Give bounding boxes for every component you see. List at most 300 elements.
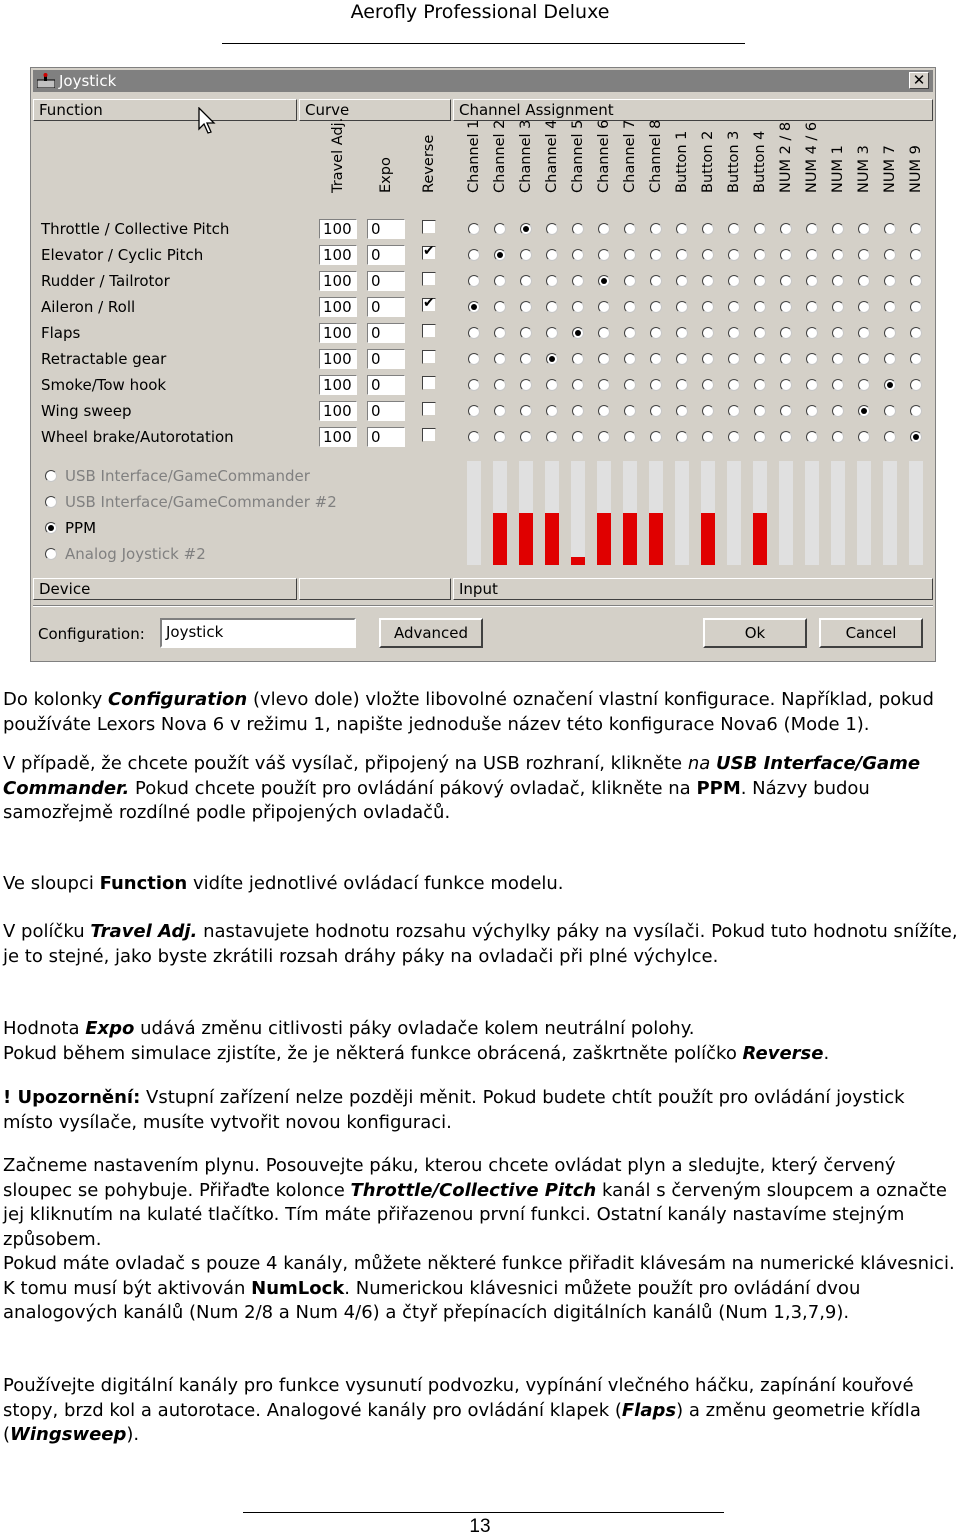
- device-label: USB Interface/GameCommander #2: [65, 493, 337, 511]
- channel-radio[interactable]: [910, 431, 922, 443]
- channel-radio[interactable]: [728, 327, 740, 339]
- input-level-bar: [623, 461, 637, 565]
- channel-radio[interactable]: [468, 249, 480, 261]
- channel-radio[interactable]: [832, 275, 844, 287]
- curve-header-label: Expo: [378, 157, 394, 193]
- channel-radio[interactable]: [520, 379, 532, 391]
- reverse-checkbox[interactable]: [422, 428, 436, 442]
- channel-radio[interactable]: [702, 379, 714, 391]
- channel-radio[interactable]: [728, 405, 740, 417]
- paragraph-device: [3, 752, 958, 826]
- text-bold: NumLock: [251, 1277, 345, 1299]
- channel-radio[interactable]: [832, 301, 844, 313]
- text-run: Používejte digitální kanály pro funkce vysunutí podvozku, vypínání vlečného háčku, zapínání kouřové stopy, brzd kol a autorotace. Analogové kanály pro ovládání klapek (: [3, 1375, 914, 1421]
- channel-radio[interactable]: [546, 379, 558, 391]
- divider: [33, 605, 933, 607]
- channel-radio[interactable]: [858, 353, 870, 365]
- channel-radio[interactable]: [754, 301, 766, 313]
- channel-radio[interactable]: [884, 353, 896, 365]
- channel-header-label: Channel 3: [518, 119, 534, 193]
- channel-radio[interactable]: [598, 405, 610, 417]
- input-level-bar: [727, 461, 741, 565]
- expo-field[interactable]: 0: [367, 401, 405, 421]
- paragraph-digital: [3, 1374, 958, 1448]
- channel-radio[interactable]: [754, 275, 766, 287]
- reverse-checkbox[interactable]: [422, 402, 436, 416]
- channel-radio[interactable]: [598, 301, 610, 313]
- channel-radio[interactable]: [806, 353, 818, 365]
- channel-radio[interactable]: [702, 249, 714, 261]
- channel-radio[interactable]: [728, 249, 740, 261]
- device-label: Analog Joystick #2: [65, 545, 206, 563]
- device-option[interactable]: [45, 467, 310, 485]
- text-run: Hodnota: [3, 1018, 86, 1039]
- device-option[interactable]: [45, 493, 337, 511]
- channel-radio[interactable]: [754, 353, 766, 365]
- text-run: kanál s červeným sloupcem a označte jej kliknutím na kulaté tlačítko. Tím máte přiřazenou první funkci. Ostatní kanály nastavíme stejným způsobem.: [3, 1179, 947, 1250]
- channel-radio[interactable]: [728, 223, 740, 235]
- channel-radio[interactable]: [832, 379, 844, 391]
- ok-button[interactable]: Ok: [703, 618, 807, 648]
- curve-header-0: [327, 71, 349, 211]
- channel-radio[interactable]: [546, 353, 558, 365]
- channel-radio[interactable]: [910, 301, 922, 313]
- channel-radio[interactable]: [468, 301, 480, 313]
- channel-radio[interactable]: [676, 405, 688, 417]
- channel-radio[interactable]: [858, 249, 870, 261]
- function-label: Wing sweep: [41, 402, 132, 420]
- close-icon[interactable]: ✕: [909, 72, 929, 89]
- channel-radio[interactable]: [780, 327, 792, 339]
- channel-radio[interactable]: [728, 301, 740, 313]
- channel-radio[interactable]: [546, 249, 558, 261]
- input-level-fill: [597, 513, 611, 565]
- paragraph-throttle: [3, 1154, 958, 1252]
- channel-radio[interactable]: [832, 353, 844, 365]
- channel-header-label: NUM 4 / 6: [804, 121, 820, 193]
- channel-header-10: [723, 71, 745, 211]
- curve-header-label: Travel Adj.: [330, 117, 346, 193]
- channel-radio[interactable]: [858, 301, 870, 313]
- channel-radio[interactable]: [884, 431, 896, 443]
- channel-radio[interactable]: [806, 249, 818, 261]
- text-bold: ! Upozornění:: [3, 1087, 141, 1108]
- text-run: .: [823, 1042, 830, 1064]
- channel-header-label: Button 2: [700, 130, 716, 193]
- channel-radio[interactable]: [832, 431, 844, 443]
- reverse-checkbox[interactable]: [422, 376, 436, 390]
- channel-radio[interactable]: [520, 223, 532, 235]
- text-run: nastavujete hodnotu rozsahu výchylky páky na vysílači. Pokud tuto hodnotu snížíte, je to stejné, jako byste zkrátili rozsah dráhy páky na ovladači při plné výchylce.: [3, 921, 958, 967]
- channel-radio[interactable]: [806, 379, 818, 391]
- channel-radio[interactable]: [572, 431, 584, 443]
- input-level-bar: [883, 461, 897, 565]
- channel-header-4: [567, 71, 589, 211]
- channel-radio[interactable]: [598, 223, 610, 235]
- channel-radio[interactable]: [910, 353, 922, 365]
- channel-radio[interactable]: [520, 301, 532, 313]
- expo-field[interactable]: 0: [367, 427, 405, 447]
- channel-radio[interactable]: [884, 249, 896, 261]
- paragraph-configuration: [3, 688, 958, 737]
- channel-header-label: NUM 2 / 8: [778, 121, 794, 193]
- channel-radio[interactable]: [702, 327, 714, 339]
- reverse-checkbox[interactable]: [422, 295, 436, 312]
- channel-radio[interactable]: [494, 249, 506, 261]
- reverse-checkbox[interactable]: [422, 324, 436, 338]
- expo-field[interactable]: 0: [367, 219, 405, 239]
- expo-field[interactable]: 0: [367, 323, 405, 343]
- channel-radio[interactable]: [624, 275, 636, 287]
- channel-radio[interactable]: [520, 431, 532, 443]
- channel-radio[interactable]: [520, 353, 532, 365]
- channel-radio[interactable]: [780, 223, 792, 235]
- channel-radio[interactable]: [468, 275, 480, 287]
- channel-radio[interactable]: [676, 301, 688, 313]
- channel-header-17: [905, 71, 927, 211]
- device-radio[interactable]: [45, 496, 57, 508]
- text-run: ) a změnu geometrie křídla (: [3, 1399, 921, 1445]
- channel-radio[interactable]: [806, 327, 818, 339]
- curve-column-header: Curve: [299, 99, 451, 121]
- text-run: Pokud máte ovladač s pouze 4 kanály, můžete některé funkce přiřadit klávesám na numerické klávesnici. K tomu musí být aktivován: [3, 1253, 955, 1299]
- channel-radio[interactable]: [910, 327, 922, 339]
- channel-radio[interactable]: [598, 353, 610, 365]
- travel-adj-field[interactable]: 100: [319, 401, 357, 421]
- text-emph: Travel Adj.: [90, 921, 198, 942]
- input-level-bar: [571, 461, 585, 565]
- paragraph-warning: [3, 1086, 958, 1135]
- channel-radio[interactable]: [910, 275, 922, 287]
- channel-radio[interactable]: [598, 431, 610, 443]
- curve-header-label: Reverse: [421, 134, 437, 193]
- channel-radio[interactable]: [754, 431, 766, 443]
- channel-radio[interactable]: [494, 327, 506, 339]
- channel-radio[interactable]: [754, 405, 766, 417]
- channel-radio[interactable]: [624, 327, 636, 339]
- device-radio[interactable]: [45, 470, 57, 482]
- channel-radio[interactable]: [494, 223, 506, 235]
- channel-radio[interactable]: [598, 275, 610, 287]
- channel-radio[interactable]: [624, 301, 636, 313]
- device-radio[interactable]: [45, 522, 57, 534]
- channel-radio[interactable]: [754, 249, 766, 261]
- channel-header-5: [593, 71, 615, 211]
- channel-radio[interactable]: [780, 405, 792, 417]
- channel-radio[interactable]: [546, 405, 558, 417]
- channel-header-16: [879, 71, 901, 211]
- channel-radio[interactable]: [520, 405, 532, 417]
- channel-radio[interactable]: [572, 405, 584, 417]
- channel-header-label: Channel 7: [622, 119, 638, 193]
- channel-radio[interactable]: [650, 353, 662, 365]
- channel-radio[interactable]: [884, 379, 896, 391]
- channel-radio[interactable]: [494, 301, 506, 313]
- channel-radio[interactable]: [494, 431, 506, 443]
- travel-adj-field[interactable]: 100: [319, 427, 357, 447]
- function-label: Flaps: [41, 324, 81, 342]
- channel-radio[interactable]: [702, 275, 714, 287]
- channel-radio[interactable]: [832, 223, 844, 235]
- channel-radio[interactable]: [572, 327, 584, 339]
- text-emph: Wingsweep: [10, 1424, 127, 1445]
- channel-radio[interactable]: [884, 223, 896, 235]
- channel-radio[interactable]: [780, 249, 792, 261]
- reverse-checkbox[interactable]: [422, 350, 436, 364]
- travel-adj-field[interactable]: 100: [319, 271, 357, 291]
- channel-radio[interactable]: [650, 431, 662, 443]
- channel-radio[interactable]: [728, 431, 740, 443]
- device-label: USB Interface/GameCommander: [65, 467, 310, 485]
- channel-header-7: [645, 71, 667, 211]
- channel-radio[interactable]: [468, 379, 480, 391]
- channel-header-label: Button 4: [752, 130, 768, 193]
- channel-radio[interactable]: [884, 327, 896, 339]
- channel-radio[interactable]: [806, 405, 818, 417]
- channel-radio[interactable]: [572, 379, 584, 391]
- channel-radio[interactable]: [806, 223, 818, 235]
- input-level-bar: [857, 461, 871, 565]
- channel-header-14: [827, 71, 849, 211]
- channel-radio[interactable]: [598, 379, 610, 391]
- input-level-bar: [519, 461, 533, 565]
- input-level-bar: [467, 461, 481, 565]
- text-emph: USB Interface/Game Commander.: [3, 753, 921, 799]
- channel-radio[interactable]: [650, 301, 662, 313]
- expo-field[interactable]: 0: [367, 375, 405, 395]
- channel-radio[interactable]: [858, 405, 870, 417]
- channel-radio[interactable]: [520, 249, 532, 261]
- channel-radio[interactable]: [624, 379, 636, 391]
- channel-radio[interactable]: [910, 223, 922, 235]
- travel-adj-field[interactable]: 100: [319, 323, 357, 343]
- channel-radio[interactable]: [910, 379, 922, 391]
- text-run: Do kolonky: [3, 689, 108, 710]
- channel-radio[interactable]: [494, 353, 506, 365]
- channel-header-6: [619, 71, 641, 211]
- text-run: Ve sloupci: [3, 873, 100, 894]
- channel-header-3: [541, 71, 563, 211]
- channel-header-label: NUM 7: [882, 145, 898, 193]
- channel-radio[interactable]: [494, 379, 506, 391]
- joystick-app-icon: [37, 73, 55, 88]
- channel-radio[interactable]: [754, 223, 766, 235]
- channel-radio[interactable]: [858, 379, 870, 391]
- channel-radio[interactable]: [494, 275, 506, 287]
- channel-radio[interactable]: [520, 327, 532, 339]
- channel-radio[interactable]: [676, 223, 688, 235]
- channel-radio[interactable]: [650, 275, 662, 287]
- channel-radio[interactable]: [676, 249, 688, 261]
- text-run: V případě, že chcete použít váš vysílač, připojený na USB rozhraní, klikněte: [3, 753, 688, 774]
- channel-radio[interactable]: [858, 275, 870, 287]
- channel-radio[interactable]: [572, 353, 584, 365]
- channel-radio[interactable]: [624, 223, 636, 235]
- channel-radio[interactable]: [780, 301, 792, 313]
- channel-radio[interactable]: [780, 431, 792, 443]
- input-level-bar: [753, 461, 767, 565]
- text-run: Pokud chcete použít pro ovládání pákový ovladač, klikněte na: [129, 777, 697, 799]
- input-level-bar: [597, 461, 611, 565]
- channel-radio[interactable]: [702, 431, 714, 443]
- channel-header-label: NUM 3: [856, 145, 872, 193]
- channel-radio[interactable]: [780, 379, 792, 391]
- device-option[interactable]: [45, 519, 96, 537]
- channel-radio[interactable]: [754, 379, 766, 391]
- channel-radio[interactable]: [858, 431, 870, 443]
- channel-radio[interactable]: [598, 249, 610, 261]
- channel-radio[interactable]: [468, 353, 480, 365]
- channel-header-9: [697, 71, 719, 211]
- channel-radio[interactable]: [676, 327, 688, 339]
- text-italic: na: [687, 753, 711, 774]
- check-icon: ✔: [423, 243, 435, 259]
- channel-radio[interactable]: [572, 249, 584, 261]
- expo-field[interactable]: 0: [367, 297, 405, 317]
- page-number: 13: [469, 1516, 491, 1537]
- channel-radio[interactable]: [598, 327, 610, 339]
- channel-radio[interactable]: [572, 301, 584, 313]
- channel-radio[interactable]: [702, 223, 714, 235]
- text-bold: PPM: [696, 777, 741, 799]
- channel-header-label: Button 3: [726, 130, 742, 193]
- function-label: Rudder / Tailrotor: [41, 272, 170, 290]
- joystick-dialog: [30, 67, 936, 662]
- channel-radio[interactable]: [520, 275, 532, 287]
- input-level-fill: [571, 557, 585, 565]
- channel-radio[interactable]: [702, 353, 714, 365]
- channel-radio[interactable]: [728, 379, 740, 391]
- channel-radio[interactable]: [806, 431, 818, 443]
- channel-radio[interactable]: [832, 405, 844, 417]
- channel-radio[interactable]: [884, 301, 896, 313]
- expo-field[interactable]: 0: [367, 271, 405, 291]
- channel-header-8: [671, 71, 693, 211]
- channel-radio[interactable]: [624, 405, 636, 417]
- channel-header-11: [749, 71, 771, 211]
- travel-adj-field[interactable]: 100: [319, 349, 357, 369]
- channel-radio[interactable]: [728, 353, 740, 365]
- input-level-bar: [701, 461, 715, 565]
- function-label: Wheel brake/Autorotation: [41, 428, 234, 446]
- channel-header-label: Channel 4: [544, 119, 560, 193]
- advanced-button[interactable]: Advanced: [379, 618, 483, 648]
- paragraph-travel: [3, 920, 958, 969]
- channel-radio[interactable]: [650, 249, 662, 261]
- channel-radio[interactable]: [806, 301, 818, 313]
- channel-header-15: [853, 71, 875, 211]
- input-level-fill: [753, 513, 767, 565]
- text-run: udává změnu citlivosti páky ovladače kolem neutrální polohy.: [134, 1018, 695, 1039]
- paragraph-expo: [3, 1017, 958, 1066]
- channel-radio[interactable]: [780, 353, 792, 365]
- expo-field[interactable]: 0: [367, 349, 405, 369]
- text-run: V políčku: [3, 921, 91, 942]
- input-level-bar: [805, 461, 819, 565]
- configuration-input[interactable]: Joystick: [160, 618, 356, 648]
- channel-radio[interactable]: [702, 405, 714, 417]
- configuration-label: Configuration:: [38, 625, 145, 643]
- mouse-pointer-icon: [198, 107, 218, 135]
- channel-radio[interactable]: [858, 327, 870, 339]
- channel-radio[interactable]: [650, 405, 662, 417]
- page-header-title: Aerofly Professional Deluxe: [350, 1, 610, 23]
- text-emph: Reverse: [742, 1042, 824, 1064]
- channel-radio[interactable]: [572, 275, 584, 287]
- channel-radio[interactable]: [910, 405, 922, 417]
- reverse-checkbox[interactable]: [422, 220, 436, 234]
- input-level-fill: [623, 513, 637, 565]
- text-run: (vlevo dole) vložte libovolné označení vlastní konfigurace. Například, pokud používáte Lexors Nova 6 v režimu 1, napište jednoduše název této konfigurace Nova6 (Mode 1).: [3, 689, 934, 735]
- channel-radio[interactable]: [546, 327, 558, 339]
- text-emph: Flaps: [621, 1399, 677, 1421]
- channel-header-label: Channel 6: [596, 119, 612, 193]
- travel-adj-field[interactable]: 100: [319, 297, 357, 317]
- channel-radio[interactable]: [910, 249, 922, 261]
- channel-radio[interactable]: [832, 249, 844, 261]
- channel-radio[interactable]: [702, 301, 714, 313]
- channel-radio[interactable]: [728, 275, 740, 287]
- channel-radio[interactable]: [494, 405, 506, 417]
- channel-radio[interactable]: [650, 327, 662, 339]
- channel-radio[interactable]: [572, 223, 584, 235]
- device-option[interactable]: [45, 545, 206, 563]
- channel-radio[interactable]: [546, 275, 558, 287]
- input-level-bar: [779, 461, 793, 565]
- input-level-bar: [649, 461, 663, 565]
- channel-radio[interactable]: [468, 405, 480, 417]
- channel-header-label: Button 1: [674, 130, 690, 193]
- channel-header-label: NUM 1: [830, 145, 846, 193]
- channel-radio[interactable]: [806, 275, 818, 287]
- text-run: Vstupní zařízení nelze později měnit. Pokud budete chtít použít pro ovládání joystick místo vysílače, musíte vytvořit novou konfiguraci.: [3, 1087, 905, 1133]
- reverse-checkbox[interactable]: [422, 243, 436, 260]
- cancel-button[interactable]: Cancel: [819, 618, 923, 648]
- channel-radio[interactable]: [676, 353, 688, 365]
- reverse-checkbox[interactable]: [422, 272, 436, 286]
- channel-radio[interactable]: [624, 353, 636, 365]
- channel-radio[interactable]: [468, 223, 480, 235]
- input-level-bar: [909, 461, 923, 565]
- channel-header-1: [489, 71, 511, 211]
- expo-field[interactable]: 0: [367, 245, 405, 265]
- device-radio[interactable]: [45, 548, 57, 560]
- travel-adj-field[interactable]: 100: [319, 219, 357, 239]
- channel-radio[interactable]: [884, 275, 896, 287]
- channel-radio[interactable]: [832, 327, 844, 339]
- channel-radio[interactable]: [650, 223, 662, 235]
- channel-radio[interactable]: [858, 223, 870, 235]
- paragraph-function: [3, 872, 958, 897]
- channel-radio[interactable]: [546, 431, 558, 443]
- channel-radio[interactable]: [884, 405, 896, 417]
- channel-radio[interactable]: [780, 275, 792, 287]
- channel-radio[interactable]: [754, 327, 766, 339]
- input-level-bar: [831, 461, 845, 565]
- travel-adj-field[interactable]: 100: [319, 245, 357, 265]
- channel-radio[interactable]: [546, 301, 558, 313]
- travel-adj-field[interactable]: 100: [319, 375, 357, 395]
- channel-radio[interactable]: [624, 249, 636, 261]
- channel-radio[interactable]: [676, 275, 688, 287]
- channel-radio[interactable]: [468, 327, 480, 339]
- channel-radio[interactable]: [624, 431, 636, 443]
- channel-radio[interactable]: [468, 431, 480, 443]
- channel-radio[interactable]: [546, 223, 558, 235]
- channel-radio[interactable]: [676, 379, 688, 391]
- channel-radio[interactable]: [650, 379, 662, 391]
- channel-radio[interactable]: [676, 431, 688, 443]
